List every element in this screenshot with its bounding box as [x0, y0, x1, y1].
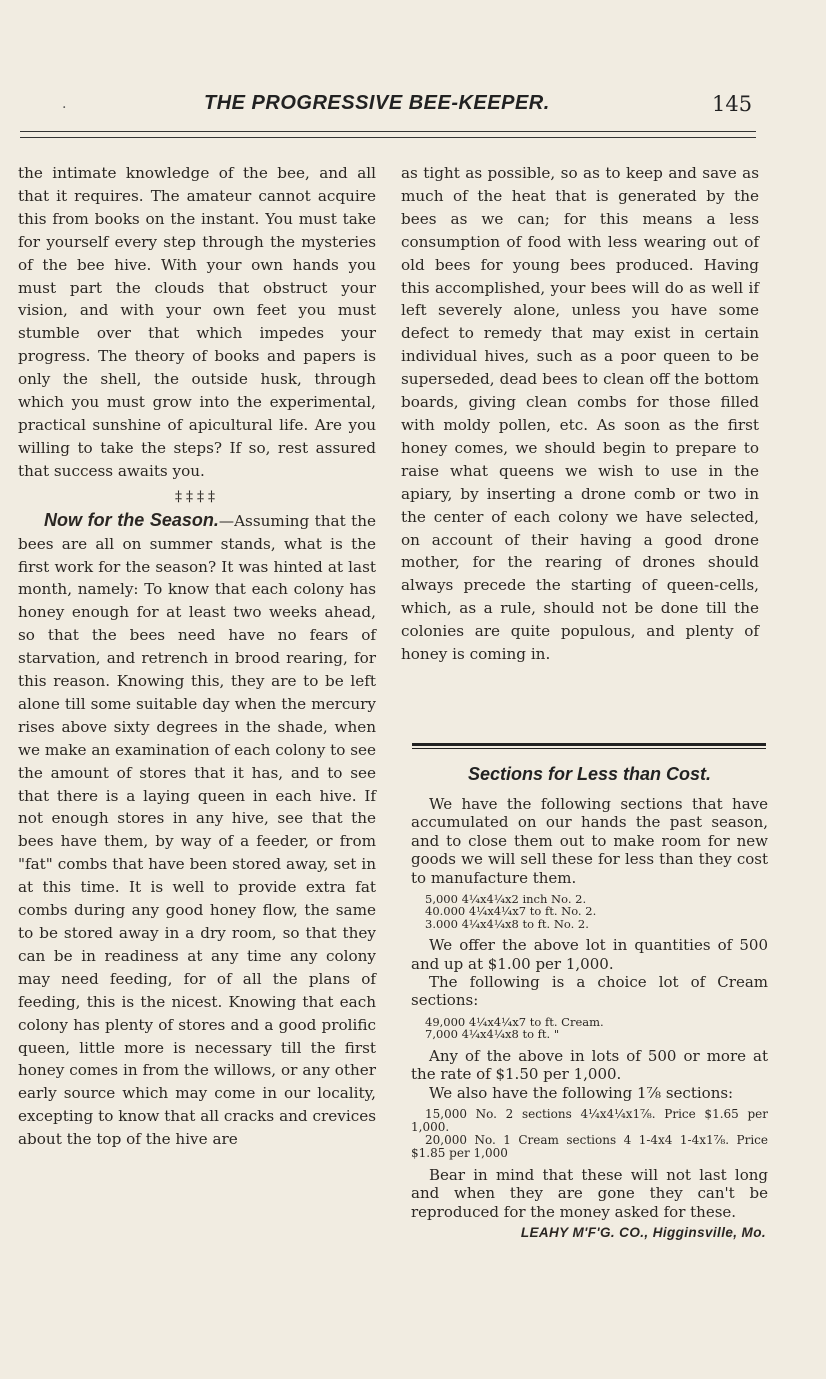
section-ornament: ‡‡‡‡ [175, 488, 219, 505]
advertisement-intro: We have the following sections that have accumulated on our hands the past season, and to close them out to make room for new goods we will sell these for less than they cost to manufacture them. [411, 795, 768, 887]
advertiser-signature: LEAHY M'F'G. CO., Higginsville, Mo. [520, 1225, 766, 1241]
season-paragraph: —Assuming that the bees are all on summer stands, what is the first work for the season? It was hinted at last month, namely: To know that each colony has honey enough for at least two weeks ahead, so that the bees need have no fears of starvation, and retrench in brood rearing, for this reason. Knowing this, they are to be left alone till some suitable day when the mercury rises above sixty degrees in the shade, when we make an examination of each colony to see the amount of stores that it has, and to see that there is a laying queen in each hive. If not enough stores in any hive, see that the bees have them, by way of a feeder, or from "fat" combs that have been stored away, set in at this time. It is well to provide extra fat combs during any good honey flow, the same to be stored away in a dry room, so that they can be in readiness at any time any colony may need feeding, for of all the plans of feeding, this is the nicest. Knowing that each colony has plenty of stores and a good prolific queen, little more is necessary till the first honey comes in from the willows, or any other early source which may come in our locality, excepting to know that all cracks and crevices about the top of the hive are [18, 511, 376, 1149]
lot3b-text: 20,000 No. 1 Cream sections 4 1-4x4 1-4x1⅞. Price $1.85 per 1,000 [411, 1132, 768, 1160]
page-header [0, 92, 826, 132]
left-column [18, 162, 376, 1151]
cream-intro-text: The following is a choice lot of Cream sections: [411, 973, 768, 1010]
lot2-line: 49,000 4¼x4¼x7 to ft. Cream. [425, 1014, 604, 1029]
right-column [401, 162, 759, 666]
sections-advertisement [411, 764, 768, 1240]
running-title: THE PROGRESSIVE BEE-KEEPER. [204, 92, 550, 114]
also-have-text: We also have the following 1⅞ sections: [429, 1083, 734, 1102]
offer2-text: Any of the above in lots of 500 or more at the rate of $1.50 per 1,000. [411, 1046, 768, 1084]
margin-mark: . [62, 96, 67, 112]
offer1-text: We offer the above lot in quantities of 500 and up at $1.00 per 1,000. [411, 936, 768, 973]
closing-text: Bear in mind that these will not last long and when they are gone they can't be reproduced for the money asked for these. [411, 1165, 768, 1221]
article-divider [412, 743, 766, 746]
lot1-line: 5,000 4¼x4¼x2 inch No. 2. [425, 892, 587, 907]
lot1-line: 3.000 4¼x4¼x8 to ft. No. 2. [425, 916, 589, 931]
continued-paragraph: as tight as possible, so as to keep and save as much of the heat that is generated by the bees as we can; for this means a less consumption of food with less wearing out of old bees for young bees produced. Having this accomplished, your bees will do as well if left severely alone, unless you have some defect to remedy that may exist in certain individual hives, such as a poor queen to be superseded, dead bees to clean off the bottom boards, giving clean combs for those filled with moldy pollen, etc. As soon as the first honey comes, we should begin to prepare to raise what queens we wish to use in the apiary, by inserting a drone comb or two in the center of each colony we have selected, on account of their having a good drone mother, for the rearing of drones should always precede the starting of queen-cells, which, as a rule, should not be done till the colonies are quite populous, and plenty of honey is coming in. [401, 164, 759, 664]
lot3a-text: 15,000 No. 2 sections 4¼x4¼x1⅞. Price $1.65 per 1,000. [411, 1106, 768, 1134]
article-divider-thin [412, 748, 766, 749]
lot1-line: 40.000 4¼x4¼x7 to ft. No. 2. [425, 904, 597, 919]
season-heading: Now for the Season. [44, 509, 219, 530]
header-rule-thin [20, 137, 756, 138]
page-number: 145 [712, 92, 753, 116]
intro-paragraph: the intimate knowledge of the bee, and all that it requires. The amateur cannot acquire this from books on the instant. You must take for yourself every step through the mysteries of the bee hive. With your own hands you must part the clouds that obstruct your vision, and with your own feet you must stumble over that which impedes your progress. The theory of books and papers is only the shell, the outside husk, through which you must grow into the experimental, practical sunshine of apicultural life. Are you willing to take the steps? If so, rest assured that success awaits you. [18, 164, 376, 480]
lot2-line: 7,000 4¼x4¼x8 to ft. " [425, 1027, 560, 1042]
advertisement-heading: Sections for Less than Cost. [467, 764, 712, 784]
header-rule [20, 131, 756, 132]
season-article [18, 509, 376, 1151]
